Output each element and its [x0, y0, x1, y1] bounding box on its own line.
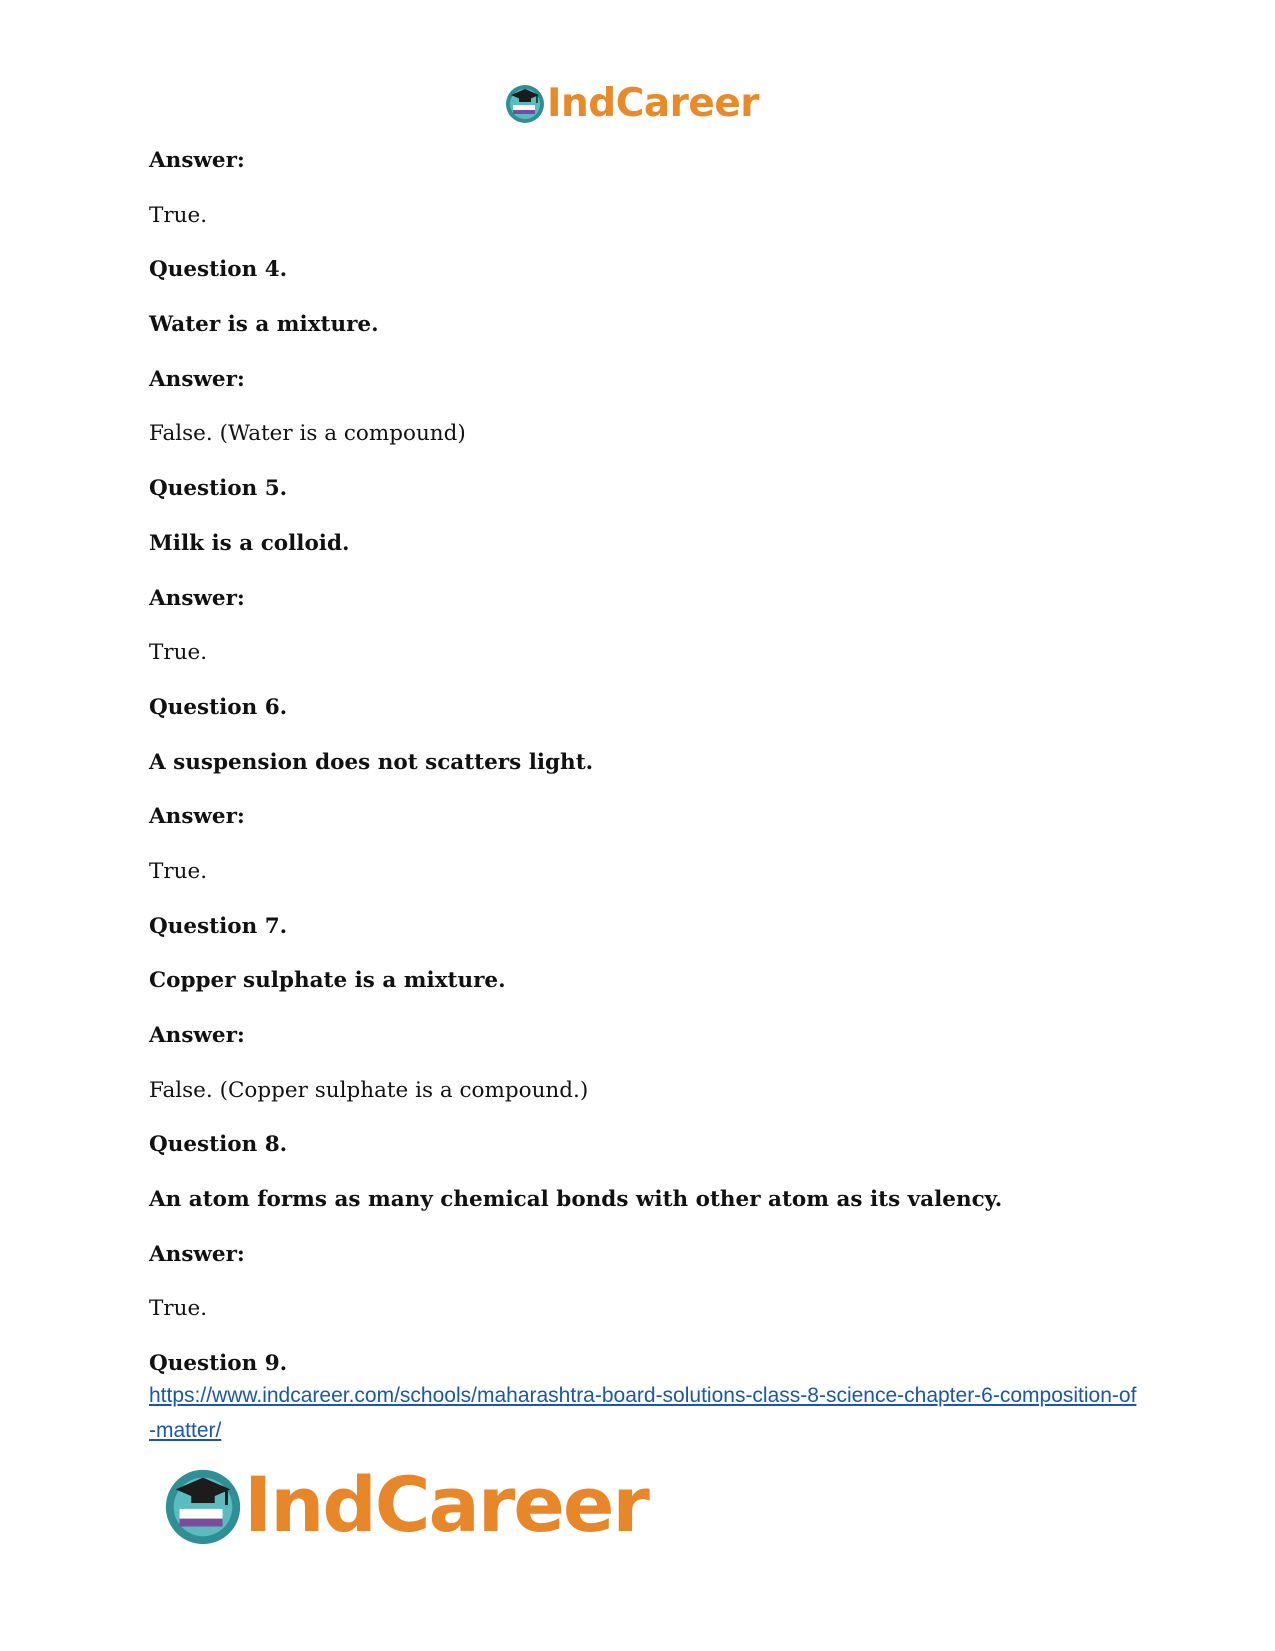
question-text: A suspension does not scatters light.	[149, 749, 594, 775]
question-number: Question 4.	[149, 257, 288, 283]
answer-label: Answer:	[149, 148, 245, 173]
answer-label: Answer:	[149, 366, 245, 392]
answer-label: Answer:	[149, 1241, 245, 1267]
brand-name: IndCareer	[547, 80, 759, 126]
answer-text: False. (Water is a compound)	[149, 421, 466, 447]
answer-text: True.	[149, 858, 208, 884]
answer-text: False. (Copper sulphate is a compound.)	[149, 1077, 589, 1103]
question-number: Question 6.	[149, 694, 288, 720]
answer-label: Answer:	[149, 585, 245, 611]
footer-logo	[160, 1460, 700, 1550]
header-logo	[503, 78, 773, 128]
footer-brand-name: IndCareer	[244, 1460, 648, 1549]
question-number: Question 5.	[149, 476, 288, 502]
question-text: Water is a mixture.	[149, 312, 379, 338]
graduation-globe-icon	[503, 81, 547, 125]
answer-label: Answer:	[149, 804, 245, 830]
question-number: Question 9.	[149, 1351, 288, 1377]
answer-text: True.	[149, 202, 208, 228]
graduation-globe-icon	[160, 1462, 246, 1548]
question-text: Milk is a colloid.	[149, 530, 350, 556]
answer-text: True.	[149, 640, 208, 666]
document-body	[149, 142, 1149, 1400]
answer-label: Answer:	[149, 1023, 245, 1048]
question-text: Copper sulphate is a mixture.	[149, 968, 506, 994]
question-number: Question 8.	[149, 1132, 288, 1158]
answer-text: True.	[149, 1296, 208, 1322]
source-link[interactable]: https://www.indcareer.com/schools/maharashtra-board-solutions-class-8-science-chapter-6-composition-of-matter/	[149, 1384, 1137, 1442]
question-text: An atom forms as many chemical bonds with other atom as its valency.	[149, 1187, 1003, 1213]
question-number: Question 7.	[149, 913, 288, 939]
